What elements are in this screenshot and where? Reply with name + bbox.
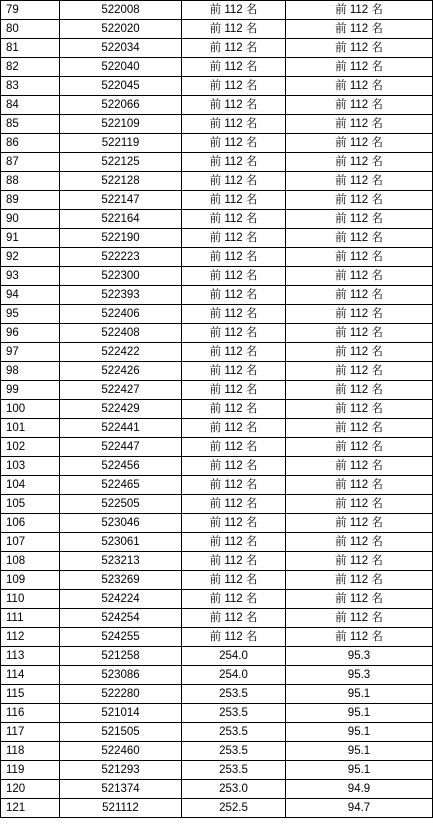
table-row [1,514,433,533]
percent-cell: 前 112 名 [286,590,433,609]
percent-cell: 前 112 名 [286,39,433,58]
rank-cell: 81 [1,39,60,58]
score-cell: 253.5 [182,704,286,723]
percent-cell: 前 112 名 [286,400,433,419]
id-cell: 522406 [60,305,182,324]
table-row [1,96,433,115]
id-cell: 523061 [60,533,182,552]
percent-cell: 前 112 名 [286,191,433,210]
score-cell: 前 112 名 [182,134,286,153]
score-cell: 前 112 名 [182,571,286,590]
table-row [1,381,433,400]
score-cell: 253.5 [182,742,286,761]
id-cell: 523046 [60,514,182,533]
rank-cell: 84 [1,96,60,115]
score-cell: 252.5 [182,799,286,818]
table-row [1,419,433,438]
percent-cell: 95.3 [286,647,433,666]
rank-cell: 92 [1,248,60,267]
id-cell: 523213 [60,552,182,571]
rank-cell: 79 [1,1,60,20]
percent-cell: 前 112 名 [286,305,433,324]
score-cell: 前 112 名 [182,381,286,400]
table-row [1,628,433,647]
id-cell: 522460 [60,742,182,761]
score-cell: 前 112 名 [182,343,286,362]
rank-cell: 85 [1,115,60,134]
score-cell: 前 112 名 [182,514,286,533]
rank-cell: 108 [1,552,60,571]
percent-cell: 95.1 [286,761,433,780]
score-cell: 前 112 名 [182,20,286,39]
percent-cell: 前 112 名 [286,476,433,495]
score-cell: 254.0 [182,647,286,666]
id-cell: 523269 [60,571,182,590]
score-cell: 前 112 名 [182,628,286,647]
id-cell: 522447 [60,438,182,457]
id-cell: 522280 [60,685,182,704]
percent-cell: 前 112 名 [286,628,433,647]
table-row [1,191,433,210]
score-cell: 前 112 名 [182,609,286,628]
rank-cell: 120 [1,780,60,799]
percent-cell: 95.1 [286,723,433,742]
table-row [1,20,433,39]
score-cell: 前 112 名 [182,96,286,115]
percent-cell: 前 112 名 [286,153,433,172]
score-cell: 前 112 名 [182,305,286,324]
table-row [1,267,433,286]
rank-cell: 116 [1,704,60,723]
percent-cell: 前 112 名 [286,267,433,286]
table-row [1,39,433,58]
percent-cell: 前 112 名 [286,58,433,77]
table-row [1,571,433,590]
id-cell: 522164 [60,210,182,229]
rank-cell: 90 [1,210,60,229]
rank-cell: 100 [1,400,60,419]
score-cell: 前 112 名 [182,115,286,134]
score-cell: 前 112 名 [182,324,286,343]
rank-cell: 87 [1,153,60,172]
id-cell: 522429 [60,400,182,419]
id-cell: 522456 [60,457,182,476]
rank-cell: 80 [1,20,60,39]
id-cell: 522393 [60,286,182,305]
table-row [1,438,433,457]
score-cell: 前 112 名 [182,77,286,96]
rank-cell: 95 [1,305,60,324]
table-row [1,134,433,153]
score-cell: 前 112 名 [182,153,286,172]
results-table-body [1,1,433,818]
table-row [1,229,433,248]
score-cell: 前 112 名 [182,590,286,609]
percent-cell: 95.3 [286,666,433,685]
table-row [1,457,433,476]
percent-cell: 前 112 名 [286,324,433,343]
table-row [1,362,433,381]
id-cell: 521258 [60,647,182,666]
id-cell: 524255 [60,628,182,647]
rank-cell: 93 [1,267,60,286]
rank-cell: 94 [1,286,60,305]
percent-cell: 前 112 名 [286,571,433,590]
table-row [1,58,433,77]
percent-cell: 前 112 名 [286,419,433,438]
table-row [1,115,433,134]
rank-cell: 103 [1,457,60,476]
id-cell: 522034 [60,39,182,58]
table-row [1,495,433,514]
percent-cell: 前 112 名 [286,20,433,39]
rank-cell: 115 [1,685,60,704]
id-cell: 522109 [60,115,182,134]
id-cell: 522505 [60,495,182,514]
rank-cell: 107 [1,533,60,552]
table-row [1,286,433,305]
rank-cell: 83 [1,77,60,96]
score-cell: 前 112 名 [182,457,286,476]
percent-cell: 前 112 名 [286,343,433,362]
score-cell: 前 112 名 [182,286,286,305]
score-cell: 前 112 名 [182,191,286,210]
percent-cell: 前 112 名 [286,77,433,96]
percent-cell: 前 112 名 [286,286,433,305]
percent-cell: 前 112 名 [286,609,433,628]
score-cell: 253.5 [182,685,286,704]
id-cell: 521293 [60,761,182,780]
id-cell: 521505 [60,723,182,742]
score-cell: 253.5 [182,761,286,780]
score-cell: 253.0 [182,780,286,799]
table-row [1,780,433,799]
rank-cell: 109 [1,571,60,590]
rank-cell: 111 [1,609,60,628]
id-cell: 522465 [60,476,182,495]
score-cell: 253.5 [182,723,286,742]
table-row [1,324,433,343]
percent-cell: 前 112 名 [286,1,433,20]
table-row [1,742,433,761]
score-cell: 前 112 名 [182,495,286,514]
percent-cell: 前 112 名 [286,248,433,267]
table-row [1,609,433,628]
id-cell: 522020 [60,20,182,39]
id-cell: 524224 [60,590,182,609]
score-cell: 前 112 名 [182,248,286,267]
id-cell: 522422 [60,343,182,362]
score-cell: 前 112 名 [182,533,286,552]
id-cell: 522066 [60,96,182,115]
id-cell: 522119 [60,134,182,153]
percent-cell: 前 112 名 [286,134,433,153]
score-cell: 前 112 名 [182,552,286,571]
table-row [1,210,433,229]
id-cell: 522441 [60,419,182,438]
rank-cell: 86 [1,134,60,153]
rank-cell: 119 [1,761,60,780]
rank-cell: 101 [1,419,60,438]
rank-cell: 117 [1,723,60,742]
id-cell: 522147 [60,191,182,210]
percent-cell: 前 112 名 [286,210,433,229]
id-cell: 524254 [60,609,182,628]
id-cell: 522426 [60,362,182,381]
id-cell: 522300 [60,267,182,286]
score-cell: 前 112 名 [182,476,286,495]
table-row [1,400,433,419]
percent-cell: 前 112 名 [286,381,433,400]
table-row [1,685,433,704]
score-cell: 254.0 [182,666,286,685]
score-cell: 前 112 名 [182,362,286,381]
score-cell: 前 112 名 [182,229,286,248]
rank-cell: 88 [1,172,60,191]
id-cell: 522008 [60,1,182,20]
id-cell: 522040 [60,58,182,77]
score-cell: 前 112 名 [182,267,286,286]
table-row [1,77,433,96]
percent-cell: 前 112 名 [286,533,433,552]
score-cell: 前 112 名 [182,419,286,438]
table-row [1,799,433,818]
percent-cell: 前 112 名 [286,172,433,191]
rank-cell: 118 [1,742,60,761]
table-row [1,590,433,609]
rank-cell: 121 [1,799,60,818]
table-row [1,723,433,742]
rank-cell: 98 [1,362,60,381]
percent-cell: 95.1 [286,704,433,723]
rank-cell: 105 [1,495,60,514]
rank-cell: 97 [1,343,60,362]
rank-cell: 102 [1,438,60,457]
id-cell: 522045 [60,77,182,96]
percent-cell: 前 112 名 [286,362,433,381]
rank-cell: 99 [1,381,60,400]
percent-cell: 前 112 名 [286,96,433,115]
percent-cell: 前 112 名 [286,552,433,571]
score-cell: 前 112 名 [182,400,286,419]
id-cell: 522427 [60,381,182,400]
id-cell: 522125 [60,153,182,172]
rank-cell: 114 [1,666,60,685]
id-cell: 522223 [60,248,182,267]
table-row [1,248,433,267]
table-row [1,305,433,324]
table-row [1,1,433,20]
percent-cell: 前 112 名 [286,457,433,476]
table-row [1,533,433,552]
percent-cell: 94.9 [286,780,433,799]
rank-cell: 89 [1,191,60,210]
rank-cell: 110 [1,590,60,609]
rank-cell: 91 [1,229,60,248]
percent-cell: 前 112 名 [286,229,433,248]
id-cell: 522128 [60,172,182,191]
score-cell: 前 112 名 [182,172,286,191]
id-cell: 521112 [60,799,182,818]
rank-cell: 96 [1,324,60,343]
id-cell: 521014 [60,704,182,723]
percent-cell: 94.7 [286,799,433,818]
id-cell: 522190 [60,229,182,248]
table-row [1,172,433,191]
table-row [1,153,433,172]
table-row [1,761,433,780]
rank-cell: 113 [1,647,60,666]
table-row [1,647,433,666]
score-cell: 前 112 名 [182,210,286,229]
percent-cell: 95.1 [286,742,433,761]
rank-cell: 112 [1,628,60,647]
score-cell: 前 112 名 [182,1,286,20]
score-cell: 前 112 名 [182,58,286,77]
table-row [1,552,433,571]
rank-cell: 106 [1,514,60,533]
score-cell: 前 112 名 [182,438,286,457]
id-cell: 521374 [60,780,182,799]
table-row [1,704,433,723]
id-cell: 522408 [60,324,182,343]
percent-cell: 95.1 [286,685,433,704]
percent-cell: 前 112 名 [286,438,433,457]
percent-cell: 前 112 名 [286,495,433,514]
rank-cell: 104 [1,476,60,495]
percent-cell: 前 112 名 [286,115,433,134]
percent-cell: 前 112 名 [286,514,433,533]
table-row [1,476,433,495]
id-cell: 523086 [60,666,182,685]
score-cell: 前 112 名 [182,39,286,58]
table-row [1,666,433,685]
table-row [1,343,433,362]
rank-cell: 82 [1,58,60,77]
